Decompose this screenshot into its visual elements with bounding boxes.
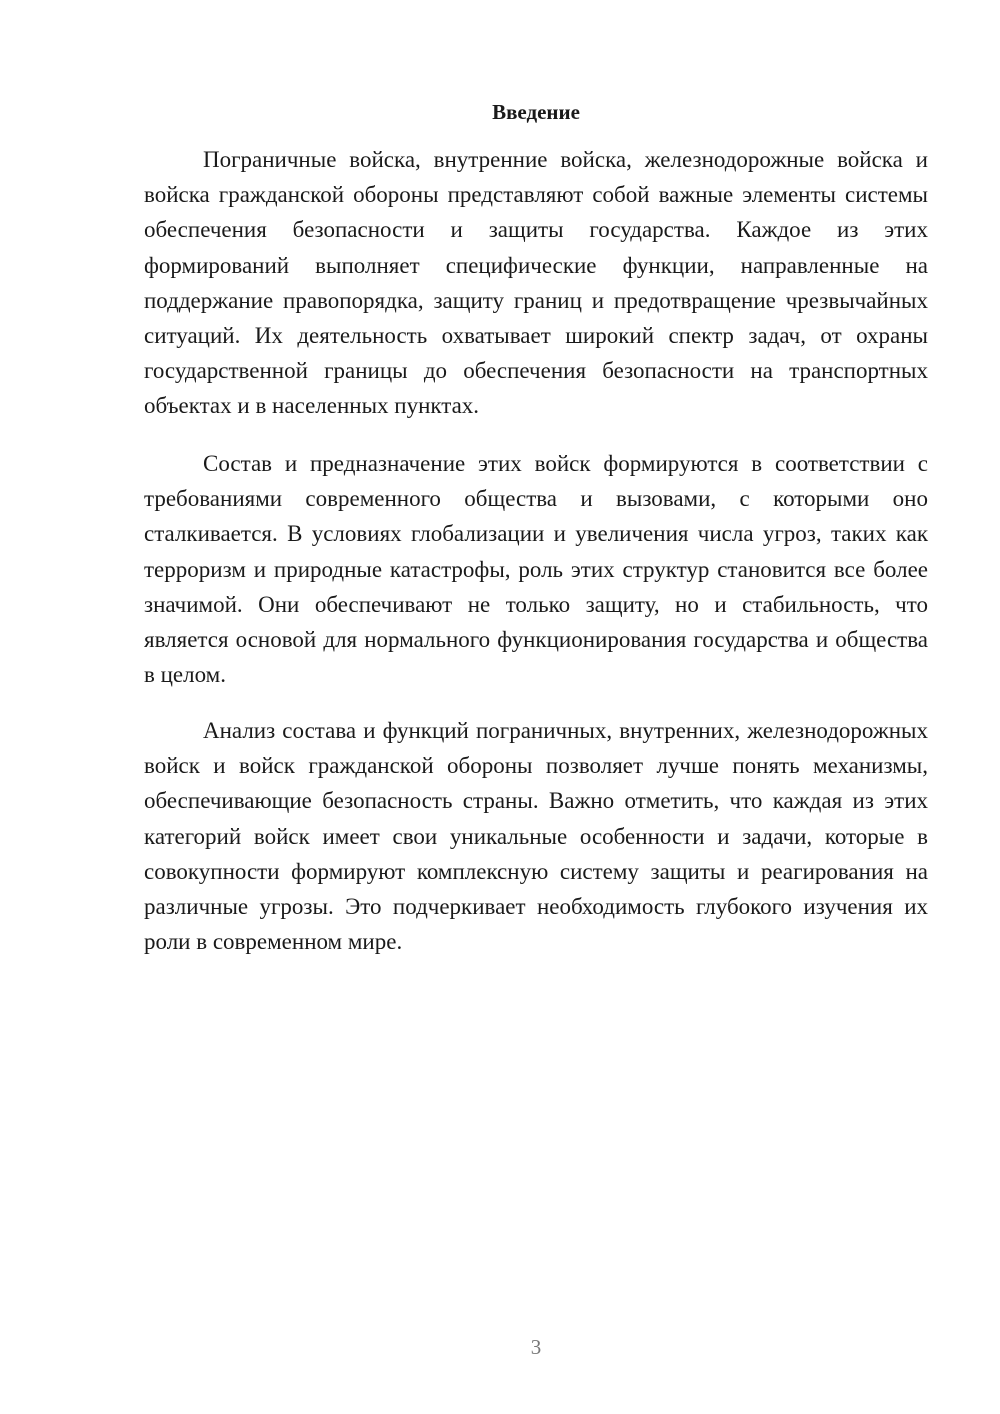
paragraph-2: Состав и предназначение этих войск формируются в соответствии с требованиями современного общества и вызовами, с которыми оно сталкивается. В условиях глобализации и увеличения числа угроз, таких как терроризм и природные катастрофы, роль этих структур становится все более значимой. Они обеспечивают не только защиту, но и стабильность, что является основой для нормального функционирования государства и общества в целом. xyxy=(144,451,928,688)
page-title: Введение xyxy=(492,100,580,124)
paragraph-1: Пограничные войска, внутренние войска, железнодорожные войска и войска гражданской обороны представляют собой важные элементы системы обеспечения безопасности и защиты государства. Каждое из этих формирований выполняет специфические функции, направленные на поддержание правопорядка, защиту границ и предотвращение чрезвычайных ситуаций. Их деятельность охватывает широкий спектр задач, от охраны государственной границы до обеспечения безопасности на транспортных объектах и в населенных пунктах. xyxy=(144,147,928,419)
page-number: 3 xyxy=(530,1335,542,1359)
paragraph-3: Анализ состава и функций пограничных, внутренних, железнодорожных войск и войск гражданской обороны позволяет лучше понять механизмы, обеспечивающие безопасность страны. Важно отметить, что каждая из этих категорий войск имеет свои уникальные особенности и задачи, которые в совокупности формируют комплексную систему защиты и реагирования на различные угрозы. Это подчеркивает необходимость глубокого изучения их роли в современном мире. xyxy=(144,718,928,955)
